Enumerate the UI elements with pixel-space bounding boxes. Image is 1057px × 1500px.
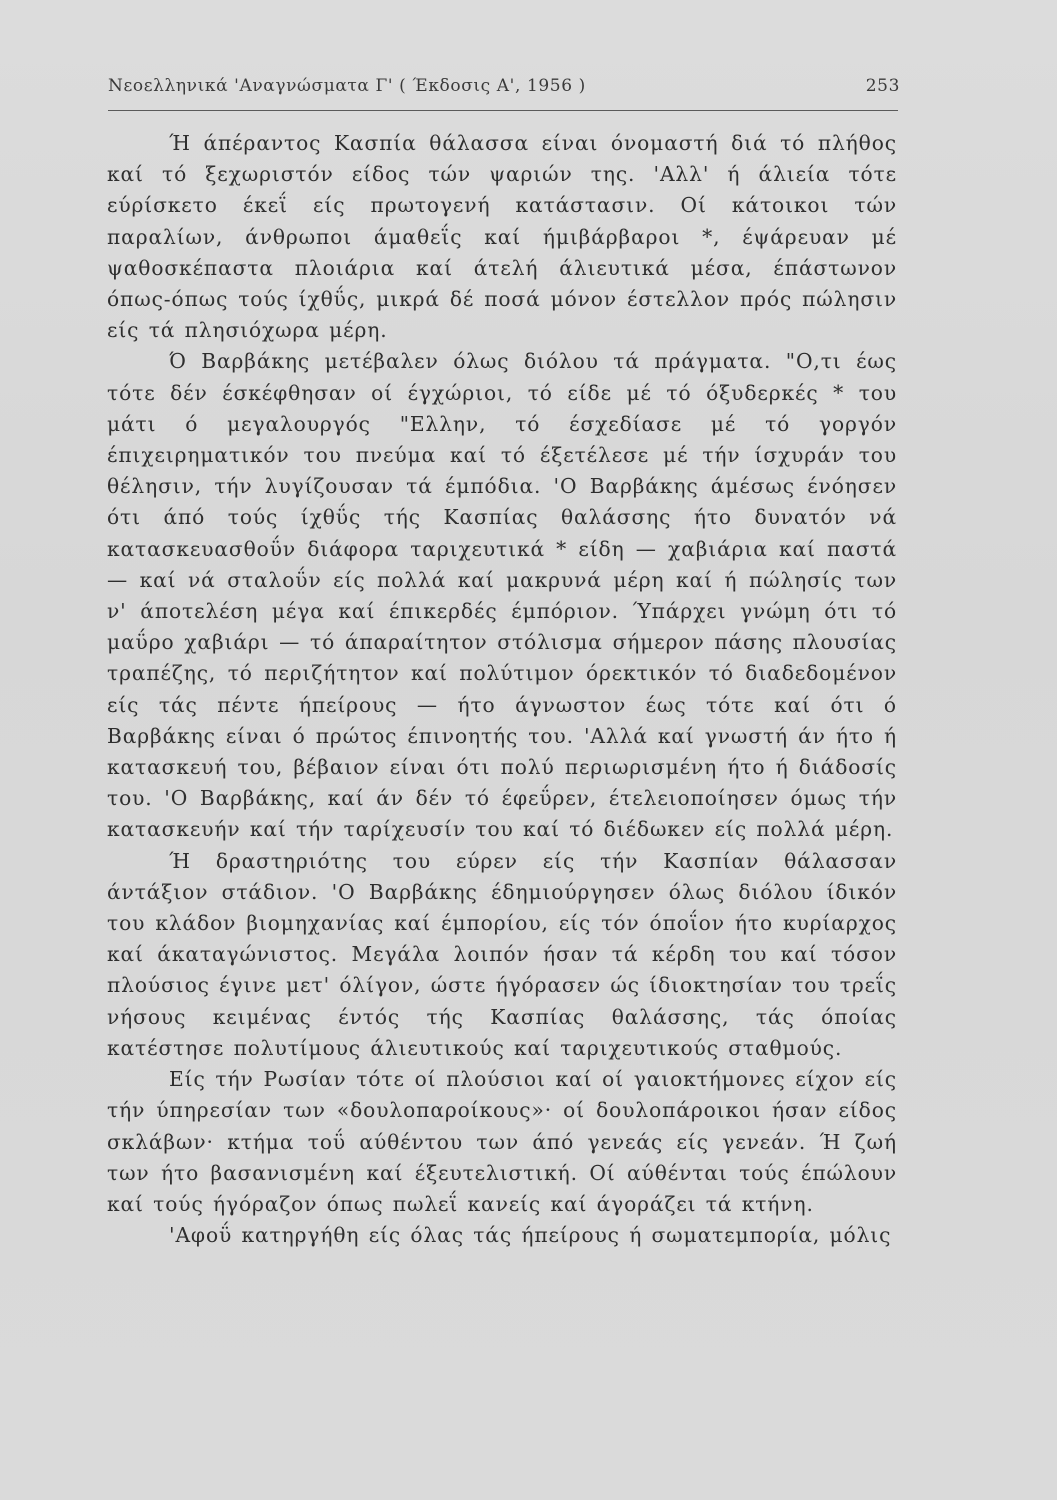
header-rule: [108, 110, 898, 111]
body-text: [107, 128, 897, 1251]
paragraph: Ή άπέραντος Κασπία θάλασσα είναι όνομαστή διά τό πλήθος καί τό ξεχωριστόν είδος τών ψαριών της. 'Αλλ' ή άλιεία τότε εύρίσκετο έκεΐ είς πρωτογενή κατάστασιν. Οί κάτοικοι τών παραλίων, άνθρωποι άμαθεΐς καί ήμιβάρβαροι *, έψάρευαν μέ ψαθοσκέπαστα πλοιάρια καί άτελή άλιευτικά μέσα, έπάστωνον όπως-όπως τούς ίχθΰς, μικρά δέ ποσά μόνον έστελλον πρός πώλησιν είς τά πλησιόχωρα μέρη.: [107, 131, 897, 343]
paragraph: 'Αφοΰ κατηργήθη είς όλας τάς ήπείρους ή σωματεμπορία, μόλις: [169, 1223, 892, 1248]
paragraph: Ό Βαρβάκης μετέβαλεν όλως διόλου τά πράγματα. "Ο,τι έως τότε δέν έσκέφθησαν οί έγχώριοι, τό είδε μέ τό όξυδερκές * του μάτι ό μεγαλουργός "Ελλην, τό έσχεδίασε μέ τό γοργόν έπιχειρηματικόν του πνεύμα καί τό έξετέλεσε μέ τήν ίσχυράν του θέλησιν, τήν λυγίζουσαν τά έμπόδια. 'Ο Βαρβάκης άμέσως ένόησεν ότι άπό τούς ίχθΰς τής Κασπίας θαλάσσης ήτο δυνατόν νά κατασκευασθοΰν διάφορα ταριχευτικά * είδη — χαβιάρια καί παστά — καί νά σταλοΰν είς πολλά καί μακρυνά μέρη καί ή πώλησίς των ν' άποτελέση μέγα καί έπικερδές έμπόριον. Ύπάρχει γνώμη ότι τό μαΰρο χαβιάρι — τό άπαραίτητον στόλισμα σήμερον πάσης πλουσίας τραπέζης, τό περιζήτητον καί πολύτιμον όρεκτικόν τό διαδεδομένον είς τάς πέντε ήπείρους — ήτο άγνωστον έως τότε καί ότι ό Βαρβάκης είναι ό πρώτος έπινοητής του. 'Αλλά καί γνωστή άν ήτο ή κατασκευή του, βέβαιον είναι ότι πολύ περιωρισμένη ήτο ή διάδοσίς του. 'Ο Βαρβάκης, καί άν δέν τό έφεΰρεν, έτελειοποίησεν όμως τήν κατασκευήν καί τήν ταρίχευσίν του καί τό διέδωκεν είς πολλά μέρη.: [107, 349, 897, 842]
page-number: 253: [865, 76, 900, 96]
paragraph: Ή δραστηριότης του εύρεν είς τήν Κασπίαν θάλασσαν άντάξιον στάδιον. 'Ο Βαρβάκης έδημιούργησεν όλως διόλου ίδικόν του κλάδον βιομηχανίας καί έμπορίου, είς τόν όποΐον ήτο κυρίαρχος καί άκαταγώνιστος. Μεγάλα λοιπόν ήσαν τά κέρδη του καί τόσον πλούσιος έγινε μετ' όλίγον, ώστε ήγόρασεν ώς ίδιοκτησίαν του τρεΐς νήσους κειμένας έντός τής Κασπίας θαλάσσης, τάς όποίας κατέστησε πολυτίμους άλιευτικούς καί ταριχευτικούς σταθμούς.: [107, 848, 897, 1060]
paragraph: Είς τήν Ρωσίαν τότε οί πλούσιοι καί οί γαιοκτήμονες είχον είς τήν ύπηρεσίαν των «δουλοπαροίκους»· οί δουλοπάροικοι ήσαν είδος σκλάβων· κτήμα τοΰ αύθέντου των άπό γενεάς είς γενεάν. Ή ζωή των ήτο βασανισμένη καί έξευτελιστική. Οί αύθένται τούς έπώλουν καί τούς ήγόραζον όπως πωλεΐ κανείς καί άγοράζει τά κτήνη.: [107, 1067, 897, 1216]
running-head: [108, 76, 900, 104]
running-head-title: Νεοελληνικά 'Αναγνώσματα Γ' ( Έκδοσις Α', 1956 ): [108, 76, 586, 96]
